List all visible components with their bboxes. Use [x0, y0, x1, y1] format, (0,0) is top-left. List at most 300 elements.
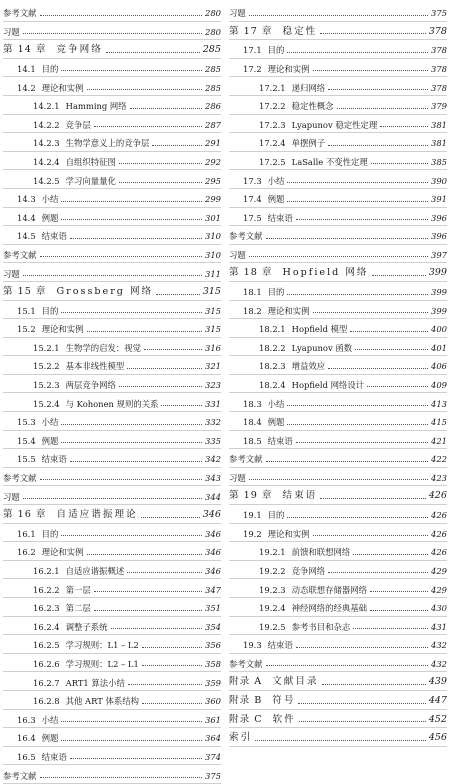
toc-entry[interactable] [3, 319, 221, 338]
toc-entry-title: 与 Kohonen 规则的关系 [65, 398, 159, 409]
toc-entry-title: 理论和实例 [41, 547, 84, 558]
toc-dot-leader [61, 442, 202, 443]
toc-page-number: 378 [428, 25, 447, 37]
toc-page-number: 422 [431, 454, 447, 465]
toc-entry[interactable] [229, 282, 447, 301]
toc-entry-number: 17.2 [243, 63, 262, 74]
toc-entry-title: 参考文献 [3, 8, 37, 19]
toc-dot-leader [287, 405, 428, 406]
toc-dot-leader [23, 33, 202, 34]
toc-page-number: 378 [431, 82, 447, 93]
toc-entry-number: 15.2.4 [33, 398, 60, 409]
toc-entry[interactable] [3, 189, 221, 208]
toc-entry-title: 目的 [41, 305, 59, 316]
toc-entry-title: 稳定性 [282, 25, 318, 37]
toc-dot-leader [142, 703, 202, 704]
toc-dot-leader [367, 386, 428, 387]
toc-entry-title: 习题 [229, 8, 246, 19]
toc-entry-number: 18.4 [243, 417, 262, 428]
toc-page-number: 280 [205, 8, 221, 19]
toc-page-number: 364 [205, 733, 221, 744]
toc-dot-leader [337, 108, 428, 109]
toc-entry-number: 19.2.5 [259, 621, 286, 632]
toc-entry[interactable] [229, 635, 447, 654]
toc-dot-leader [287, 201, 428, 202]
toc-entry[interactable] [3, 765, 221, 784]
toc-entry[interactable] [229, 226, 447, 245]
toc-dot-leader [61, 219, 202, 220]
toc-entry-number: 14.5 [17, 231, 36, 242]
toc-dot-leader [350, 331, 428, 332]
toc-dot-leader [287, 182, 428, 183]
toc-entry-title: 自组织特征图 [65, 156, 116, 167]
toc-page-number: 375 [205, 770, 221, 781]
toc-entry[interactable] [3, 524, 221, 543]
toc-entry[interactable] [3, 431, 221, 450]
toc-page-number: 287 [205, 119, 221, 130]
toc-chapter-entry[interactable] [3, 505, 221, 524]
toc-page-number: 375 [431, 8, 447, 19]
toc-page-number: 421 [431, 435, 447, 446]
toc-entry[interactable] [229, 579, 447, 598]
toc-entry-title: 小结 [267, 398, 285, 409]
toc-dot-leader [23, 498, 202, 499]
toc-dot-leader [320, 33, 425, 34]
toc-entry[interactable] [229, 152, 447, 171]
toc-page-number: 344 [205, 491, 221, 502]
toc-entry-title: 目的 [267, 287, 285, 298]
toc-entry[interactable] [229, 338, 447, 357]
toc-page-number: 354 [205, 621, 221, 632]
toc-entry[interactable] [3, 617, 221, 636]
toc-page-number: 360 [205, 696, 221, 707]
toc-entry[interactable] [229, 449, 447, 468]
toc-dot-leader [266, 238, 429, 239]
toc-dot-leader [156, 294, 200, 295]
toc-entry[interactable] [3, 22, 221, 41]
toc-entry-title: 参考书目和杂志 [291, 621, 351, 632]
toc-entry[interactable] [3, 672, 221, 691]
toc-entry-title: 理论和实例 [267, 63, 310, 74]
toc-dot-leader [23, 275, 202, 276]
toc-entry[interactable] [3, 301, 221, 320]
toc-entry-number: 16.2.8 [33, 696, 60, 707]
toc-entry-number: 16.5 [17, 751, 36, 762]
toc-entry-title: Grossberg 网络 [56, 285, 154, 297]
toc-page-number: 423 [431, 473, 447, 484]
toc-entry-title: 小结 [41, 714, 59, 725]
toc-entry-title: 参考文献 [229, 454, 263, 465]
toc-page-number: 343 [205, 473, 221, 484]
toc-entry-number: 17.5 [243, 212, 262, 223]
toc-page-number: 401 [431, 342, 447, 353]
toc-entry-number: 16.2.5 [33, 640, 60, 651]
toc-entry-number: 15.2.3 [33, 380, 60, 391]
toc-entry-title: 参考文献 [229, 231, 263, 242]
toc-dot-leader [142, 665, 202, 666]
toc-page-number: 447 [428, 694, 447, 706]
toc-entry[interactable] [3, 412, 221, 431]
toc-entry[interactable] [229, 598, 447, 617]
toc-page-number: 316 [205, 342, 221, 353]
toc-entry[interactable] [229, 375, 447, 394]
toc-page-number: 342 [205, 454, 221, 465]
toc-entry-number: 16.2.7 [33, 677, 60, 688]
toc-dot-leader [111, 628, 202, 629]
toc-dot-leader [287, 52, 428, 53]
toc-dot-leader [106, 52, 200, 53]
toc-entry-title: 结束语 [41, 231, 67, 242]
toc-entry-title: 文献目录 [272, 676, 319, 688]
toc-page-number: 285 [205, 63, 221, 74]
toc-entry-title: 结束语 [41, 751, 67, 762]
toc-dot-leader [372, 275, 426, 276]
toc-page-number: 413 [431, 398, 447, 409]
toc-dot-leader [87, 331, 202, 332]
toc-page-number: 286 [205, 101, 221, 112]
toc-entry-title: 学习规则：L1 – L2 [65, 640, 139, 651]
toc-entry-title: 其他 ART 体系结构 [65, 696, 140, 707]
toc-entry[interactable] [3, 635, 221, 654]
toc-entry-title: 两层竞争网络 [65, 380, 116, 391]
toc-entry-title: 竞争层 [65, 119, 91, 130]
toc-dot-leader [70, 461, 202, 462]
toc-entry[interactable] [3, 561, 221, 580]
toc-entry-title: 调整子系统 [65, 621, 108, 632]
toc-entry-number: 19.2.1 [259, 547, 286, 558]
toc-page-number: 409 [431, 380, 447, 391]
toc-dot-leader [40, 777, 203, 778]
toc-entry[interactable] [3, 393, 221, 412]
toc-entry-number: 16.2.1 [33, 566, 60, 576]
toc-entry-title: 目的 [41, 528, 59, 539]
toc-dot-leader [266, 665, 429, 666]
toc-dot-leader [255, 740, 426, 741]
toc-chapter-entry[interactable] [3, 40, 221, 59]
toc-entry[interactable] [3, 338, 221, 357]
toc-entry[interactable] [229, 170, 447, 189]
toc-entry[interactable] [229, 505, 447, 524]
toc-entry-number: 16.2.6 [33, 658, 60, 669]
toc-chapter-entry[interactable] [229, 691, 447, 710]
toc-dot-leader [320, 498, 425, 499]
toc-page-number: 358 [205, 658, 221, 669]
toc-entry[interactable] [3, 152, 221, 171]
toc-entry[interactable] [229, 40, 447, 59]
toc-entry-title: 基本非线性模型 [65, 361, 125, 372]
toc-entry-number: 16.4 [17, 733, 36, 744]
toc-page-number: 429 [431, 566, 447, 576]
toc-entry[interactable] [229, 524, 447, 543]
toc-dot-leader [380, 126, 428, 127]
toc-entry-number: 19.2.3 [259, 584, 286, 595]
toc-chapter-entry[interactable] [3, 282, 221, 301]
toc-entry-title: 增益效应 [291, 361, 326, 372]
toc-page-number: 280 [205, 26, 221, 37]
toc-entry-title: 参考文献 [229, 658, 263, 669]
toc-page-number: 361 [205, 714, 221, 725]
toc-dot-leader [353, 554, 428, 555]
toc-entry[interactable] [229, 468, 447, 487]
toc-chapter-entry[interactable] [229, 728, 447, 747]
toc-dot-leader [61, 70, 202, 71]
toc-dot-leader [130, 108, 202, 109]
toc-entry-title: 学习向量量化 [65, 175, 116, 186]
toc-page-number: 396 [431, 231, 447, 242]
toc-entry-number: 17.2.5 [259, 156, 286, 167]
toc-entry[interactable] [229, 208, 447, 227]
toc-entry[interactable] [3, 59, 221, 78]
toc-page-number: 396 [431, 212, 447, 223]
toc-dot-leader [144, 349, 202, 350]
toc-page-number: 323 [205, 380, 221, 391]
toc-entry-title: 稳定性概念 [291, 101, 334, 112]
toc-entry[interactable] [3, 579, 221, 598]
toc-page-number: 426 [431, 528, 447, 539]
toc-entry-number: 第 16 章 [3, 509, 47, 521]
toc-dot-leader [141, 517, 200, 518]
toc-entry[interactable] [3, 710, 221, 729]
toc-dot-leader [94, 591, 202, 592]
toc-dot-leader [296, 647, 428, 648]
toc-dot-leader [128, 684, 202, 685]
toc-entry-title: 习题 [3, 268, 20, 279]
toc-entry-number: 附录 B [229, 694, 263, 706]
toc-entry-number: 14.2.3 [33, 138, 60, 149]
toc-dot-leader [371, 163, 428, 164]
toc-entry[interactable] [229, 59, 447, 78]
toc-page-number: 310 [205, 231, 221, 242]
toc-entry-title: Hopfield 网络设计 [291, 380, 365, 391]
toc-page-number: 432 [431, 658, 447, 669]
toc-entry-title: 小结 [267, 175, 285, 186]
toc-page-number: 385 [431, 156, 447, 167]
toc-entry[interactable] [229, 3, 447, 22]
toc-entry[interactable] [229, 356, 447, 375]
toc-entry[interactable] [3, 263, 221, 282]
toc-entry[interactable] [3, 3, 221, 22]
toc-entry-title: Hamming 网络 [65, 101, 127, 112]
toc-entry-title: 小结 [41, 417, 59, 428]
toc-dot-leader [61, 721, 202, 722]
toc-page-number: 399 [431, 287, 447, 298]
toc-entry-number: 19.3 [243, 640, 262, 651]
toc-entry[interactable] [229, 412, 447, 431]
toc-entry[interactable] [229, 561, 447, 580]
toc-entry[interactable] [3, 208, 221, 227]
toc-entry-title: 神经网络的经典基础 [291, 603, 368, 614]
toc-entry[interactable] [229, 133, 447, 152]
toc-page-number: 315 [205, 305, 221, 316]
toc-entry-number: 15.1 [17, 305, 36, 316]
toc-dot-leader [40, 479, 203, 480]
toc-page-number: 351 [205, 603, 221, 614]
toc-entry[interactable] [3, 449, 221, 468]
toc-chapter-entry[interactable] [229, 22, 447, 41]
toc-entry-title: 例题 [267, 194, 285, 205]
toc-right-column [229, 3, 447, 747]
toc-entry-title: 前馈和联想网络 [291, 547, 351, 558]
toc-entry[interactable] [229, 431, 447, 450]
toc-entry[interactable] [3, 115, 221, 134]
toc-entry-number: 附录 A [229, 676, 263, 688]
toc-entry-title: 动态联想存储器网络 [291, 584, 368, 595]
toc-dot-leader [328, 89, 428, 90]
toc-page-number: 295 [205, 175, 221, 186]
toc-entry-number: 17.4 [243, 194, 262, 205]
toc-dot-leader [61, 312, 202, 313]
toc-entry-title: 竞争网络 [56, 44, 103, 56]
toc-page-number: 415 [431, 417, 447, 428]
toc-entry-number: 18.2.3 [259, 361, 286, 372]
toc-entry[interactable] [229, 245, 447, 264]
toc-entry-title: 目的 [267, 45, 285, 56]
toc-chapter-entry[interactable] [229, 263, 447, 282]
toc-page-number: 378 [431, 45, 447, 56]
toc-entry-number: 15.5 [17, 454, 36, 465]
toc-entry[interactable] [3, 77, 221, 96]
toc-entry-title: 结束语 [282, 490, 318, 502]
toc-dot-leader [328, 368, 428, 369]
toc-entry-title: ART1 算法小结 [65, 677, 125, 688]
toc-entry[interactable] [229, 189, 447, 208]
toc-entry-title: 理论和实例 [41, 82, 84, 93]
toc-page-number: 400 [431, 324, 447, 335]
toc-entry[interactable] [3, 747, 221, 766]
toc-entry[interactable] [229, 654, 447, 673]
toc-entry[interactable] [3, 226, 221, 245]
toc-entry-title: 理论和实例 [267, 305, 310, 316]
toc-entry-number: 14.2.5 [33, 175, 60, 186]
toc-dot-leader [127, 368, 202, 369]
toc-entry[interactable] [229, 542, 447, 561]
toc-page-number: 390 [431, 175, 447, 186]
toc-entry-number: 16.2.2 [33, 584, 60, 595]
toc-entry-number: 18.5 [243, 435, 262, 446]
toc-entry-number: 17.1 [243, 45, 262, 56]
toc-entry-title: 符号 [272, 694, 296, 706]
toc-entry[interactable] [229, 301, 447, 320]
toc-entry-number: 15.4 [17, 435, 36, 446]
toc-entry-title: 例题 [41, 212, 59, 223]
toc-page-number: 399 [431, 305, 447, 316]
toc-entry[interactable] [3, 486, 221, 505]
toc-page-number: 426 [431, 510, 447, 521]
toc-entry-title: 理论和实例 [41, 324, 84, 335]
toc-entry-title: 参考文献 [3, 770, 37, 781]
toc-entry[interactable] [3, 598, 221, 617]
toc-entry-number: 16.1 [17, 528, 36, 539]
toc-entry-number: 14.4 [17, 212, 36, 223]
toc-entry[interactable] [229, 319, 447, 338]
toc-dot-leader [61, 424, 202, 425]
toc-entry[interactable] [3, 356, 221, 375]
toc-page-number: 397 [431, 249, 447, 260]
toc-entry-title: Lyapunov 函数 [291, 342, 353, 353]
toc-page-number: 310 [205, 249, 221, 260]
toc-chapter-entry[interactable] [229, 710, 447, 729]
toc-entry-title: 例题 [41, 733, 59, 744]
toc-entry-number: 17.2.2 [259, 101, 286, 112]
toc-entry-number: 14.3 [17, 194, 36, 205]
toc-dot-leader [119, 163, 202, 164]
toc-dot-leader [287, 294, 428, 295]
toc-dot-leader [287, 517, 428, 518]
toc-dot-leader [61, 201, 202, 202]
toc-dot-leader [299, 721, 426, 722]
toc-entry[interactable] [3, 375, 221, 394]
toc-dot-leader [61, 740, 202, 741]
toc-dot-leader [322, 684, 426, 685]
toc-dot-leader [94, 126, 202, 127]
toc-entry-title: 索引 [229, 732, 253, 744]
toc-page-number: 374 [205, 751, 221, 762]
toc-entry-title: 自适应谐振概述 [65, 566, 125, 576]
toc-entry-title: 第一层 [65, 584, 91, 595]
toc-entry-number: 第 14 章 [3, 44, 47, 56]
toc-entry[interactable] [229, 115, 447, 134]
toc-dot-leader [61, 535, 202, 536]
toc-entry-title: 目的 [41, 63, 59, 74]
toc-dot-leader [249, 15, 428, 16]
toc-entry-number: 15.2 [17, 324, 36, 335]
toc-entry[interactable] [3, 542, 221, 561]
toc-page-number: 456 [428, 732, 447, 744]
toc-page-number: 346 [205, 528, 221, 539]
toc-entry[interactable] [3, 654, 221, 673]
toc-dot-leader [313, 535, 428, 536]
toc-entry-number: 第 17 章 [229, 25, 273, 37]
toc-page-number: 356 [205, 640, 221, 651]
toc-entry-title: 递归网络 [291, 82, 326, 93]
toc-page-number: 347 [205, 584, 221, 595]
toc-dot-leader [87, 554, 202, 555]
toc-entry[interactable] [229, 96, 447, 115]
toc-entry[interactable] [3, 96, 221, 115]
toc-entry[interactable] [3, 245, 221, 264]
toc-entry-number: 14.2.4 [33, 156, 60, 167]
toc-dot-leader [94, 610, 202, 611]
toc-entry[interactable] [3, 728, 221, 747]
toc-entry[interactable] [229, 393, 447, 412]
toc-page-number: 315 [205, 324, 221, 335]
toc-entry-number: 19.2.2 [259, 566, 286, 576]
toc-page-number: 285 [202, 44, 221, 56]
toc-entry[interactable] [3, 170, 221, 189]
toc-entry[interactable] [3, 691, 221, 710]
toc-page-number: 359 [205, 677, 221, 688]
toc-entry-number: 18.2.4 [259, 380, 286, 391]
toc-entry[interactable] [3, 133, 221, 152]
toc-entry-title: 学习规则：L2 – L1 [65, 658, 139, 669]
toc-entry-title: 自适应谐振理论 [56, 509, 138, 521]
toc-entry[interactable] [3, 468, 221, 487]
toc-page-number: 381 [431, 138, 447, 149]
toc-page-number: 331 [205, 398, 221, 409]
toc-entry[interactable] [229, 617, 447, 636]
toc-entry-title: 例题 [41, 435, 59, 446]
toc-entry-number: 18.2.1 [259, 324, 286, 335]
toc-dot-leader [353, 628, 428, 629]
toc-entry-title: 第二层 [65, 603, 91, 614]
toc-chapter-entry[interactable] [229, 486, 447, 505]
toc-page-number: 430 [431, 603, 447, 614]
toc-chapter-entry[interactable] [229, 672, 447, 691]
toc-page-number: 378 [431, 63, 447, 74]
toc-entry-number: 14.1 [17, 63, 36, 74]
toc-entry[interactable] [229, 77, 447, 96]
toc-dot-leader [355, 349, 428, 350]
